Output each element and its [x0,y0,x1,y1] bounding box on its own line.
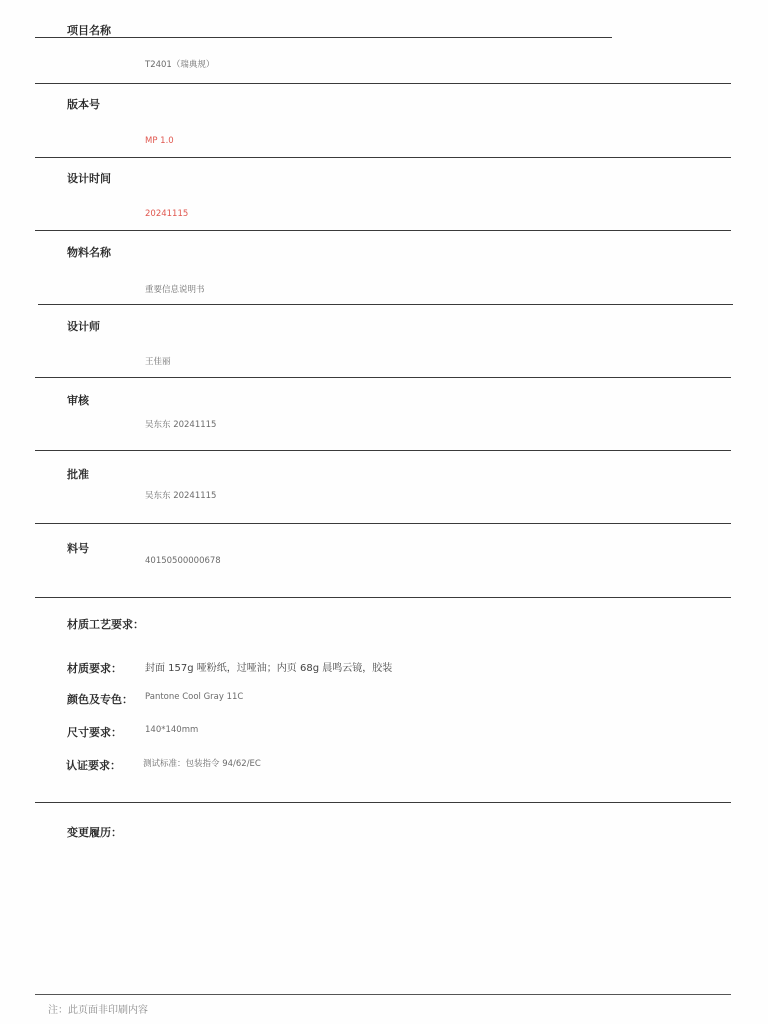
divider [35,523,731,524]
material-name-value: 重要信息说明书 [145,285,205,295]
part-number-label: 料号 [67,542,89,555]
project-name-label: 项目名称 [67,24,111,37]
divider [35,83,731,84]
project-name-value: T2401（瑞典规） [145,60,215,70]
designer-value: 王佳丽 [145,357,171,367]
review-label: 审核 [67,394,89,407]
design-time-value: 20241115 [145,209,189,219]
size-requirement-label: 尺寸要求： [67,726,122,739]
review-value: 吴东东 20241115 [145,420,217,430]
size-requirement-value: 140*140mm [145,725,199,735]
divider [35,377,731,378]
divider [35,994,731,995]
version-value: MP 1.0 [145,136,174,146]
divider [35,37,612,38]
approval-value: 吴东东 20241115 [145,491,217,501]
divider [35,597,731,598]
change-history-heading: 变更履历： [67,826,122,839]
part-number-value: 40150500000678 [145,556,221,566]
material-name-label: 物料名称 [67,246,111,259]
version-label: 版本号 [67,98,100,111]
color-requirement-value: Pantone Cool Gray 11C [145,692,244,702]
divider [35,450,731,451]
footnote: 注：此页面非印刷内容 [48,1005,148,1016]
certification-requirement-label: 认证要求： [66,759,121,772]
certification-requirement-value: 测试标准：包装指令 94/62/EC [143,759,261,769]
divider [35,230,731,231]
designer-label: 设计师 [67,320,100,333]
divider [38,304,733,305]
material-requirement-value: 封面 157g 哑粉纸，过哑油；内页 68g 晨鸣云镜，胶装 [145,663,393,674]
color-requirement-label: 颜色及专色： [67,693,133,706]
divider [35,802,731,803]
approval-label: 批准 [67,468,89,481]
divider [35,157,731,158]
process-heading: 材质工艺要求： [67,618,144,631]
material-requirement-label: 材质要求： [67,662,122,675]
design-time-label: 设计时间 [67,172,111,185]
